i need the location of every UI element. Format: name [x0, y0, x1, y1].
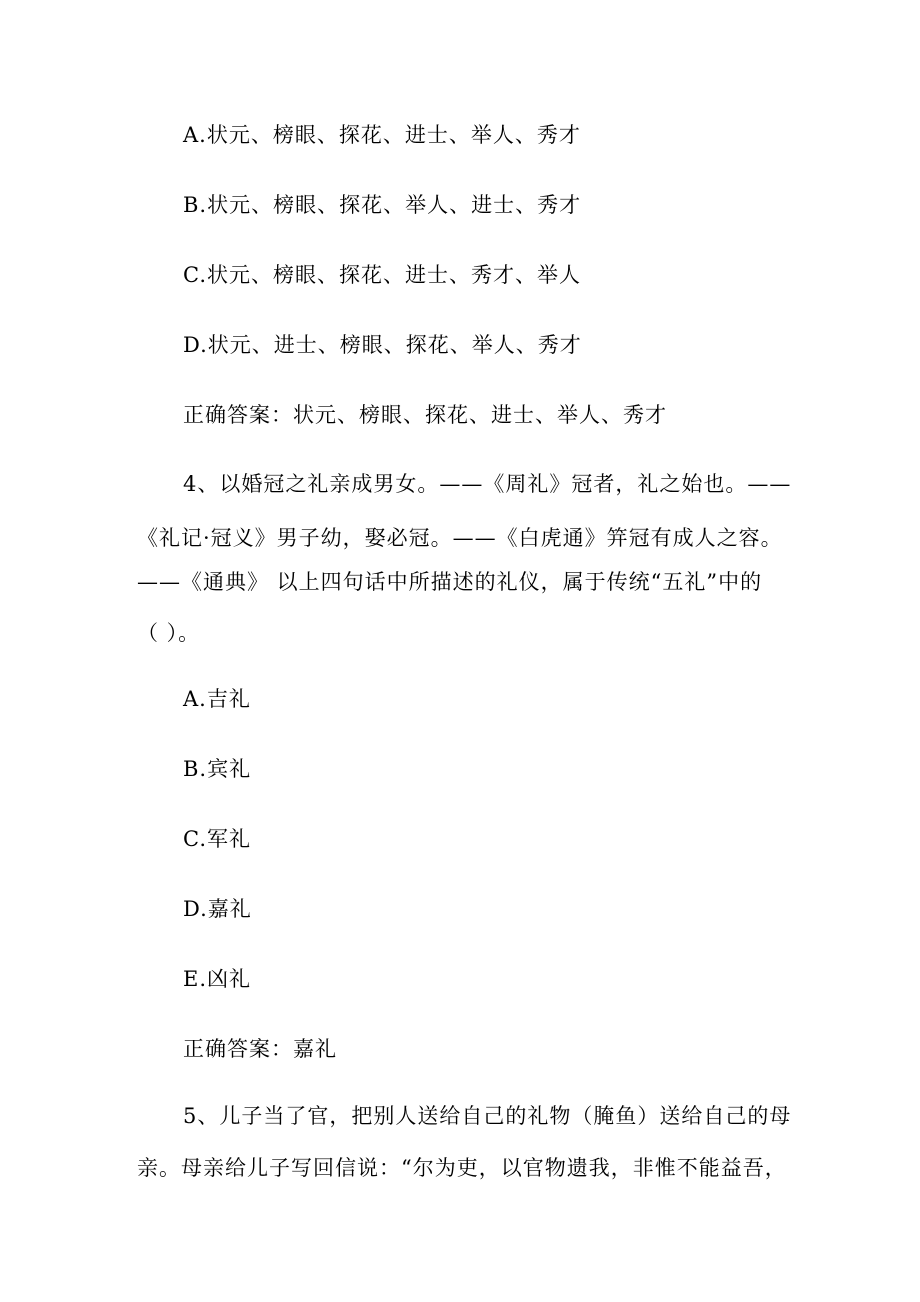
- q3-answer: 正确答案：状元、榜眼、探花、进士、举人、秀才: [183, 403, 667, 427]
- q5-stem-line-1: 5、儿子当了官，把别人送给自己的礼物（腌鱼）送给自己的母: [183, 1104, 792, 1128]
- q4-answer: 正确答案：嘉礼: [183, 1037, 337, 1061]
- q4-option-b: B.宾礼: [183, 757, 252, 781]
- q5-stem-line-2: 亲。母亲给儿子写回信说：“尔为吏，以官物遗我，非惟不能益吾，: [137, 1156, 787, 1180]
- q4-stem-line-1: 4、以婚冠之礼亲成男女。——《周礼》冠者，礼之始也。——: [183, 472, 792, 496]
- q3-option-d: D.状元、进士、榜眼、探花、举人、秀才: [183, 333, 582, 357]
- q4-stem-line-2: 《礼记·冠义》男子幼，娶必冠。——《白虎通》笄冠有成人之容。: [137, 526, 783, 550]
- q3-option-a: A.状元、榜眼、探花、进士、举人、秀才: [183, 123, 581, 147]
- q4-option-a: A.吉礼: [183, 687, 251, 711]
- q4-option-d: D.嘉礼: [183, 897, 252, 921]
- q4-option-e: E.凶礼: [183, 967, 252, 991]
- q4-stem-line-4: （ ）。: [137, 621, 201, 645]
- q4-stem-line-3: ——《通典》 以上四句话中所描述的礼仪，属于传统“五礼”中的: [137, 570, 763, 594]
- q4-option-c: C.军礼: [183, 827, 251, 851]
- q3-option-c: C.状元、榜眼、探花、进士、秀才、举人: [183, 263, 581, 287]
- q3-option-b: B.状元、榜眼、探花、举人、进士、秀才: [183, 193, 582, 217]
